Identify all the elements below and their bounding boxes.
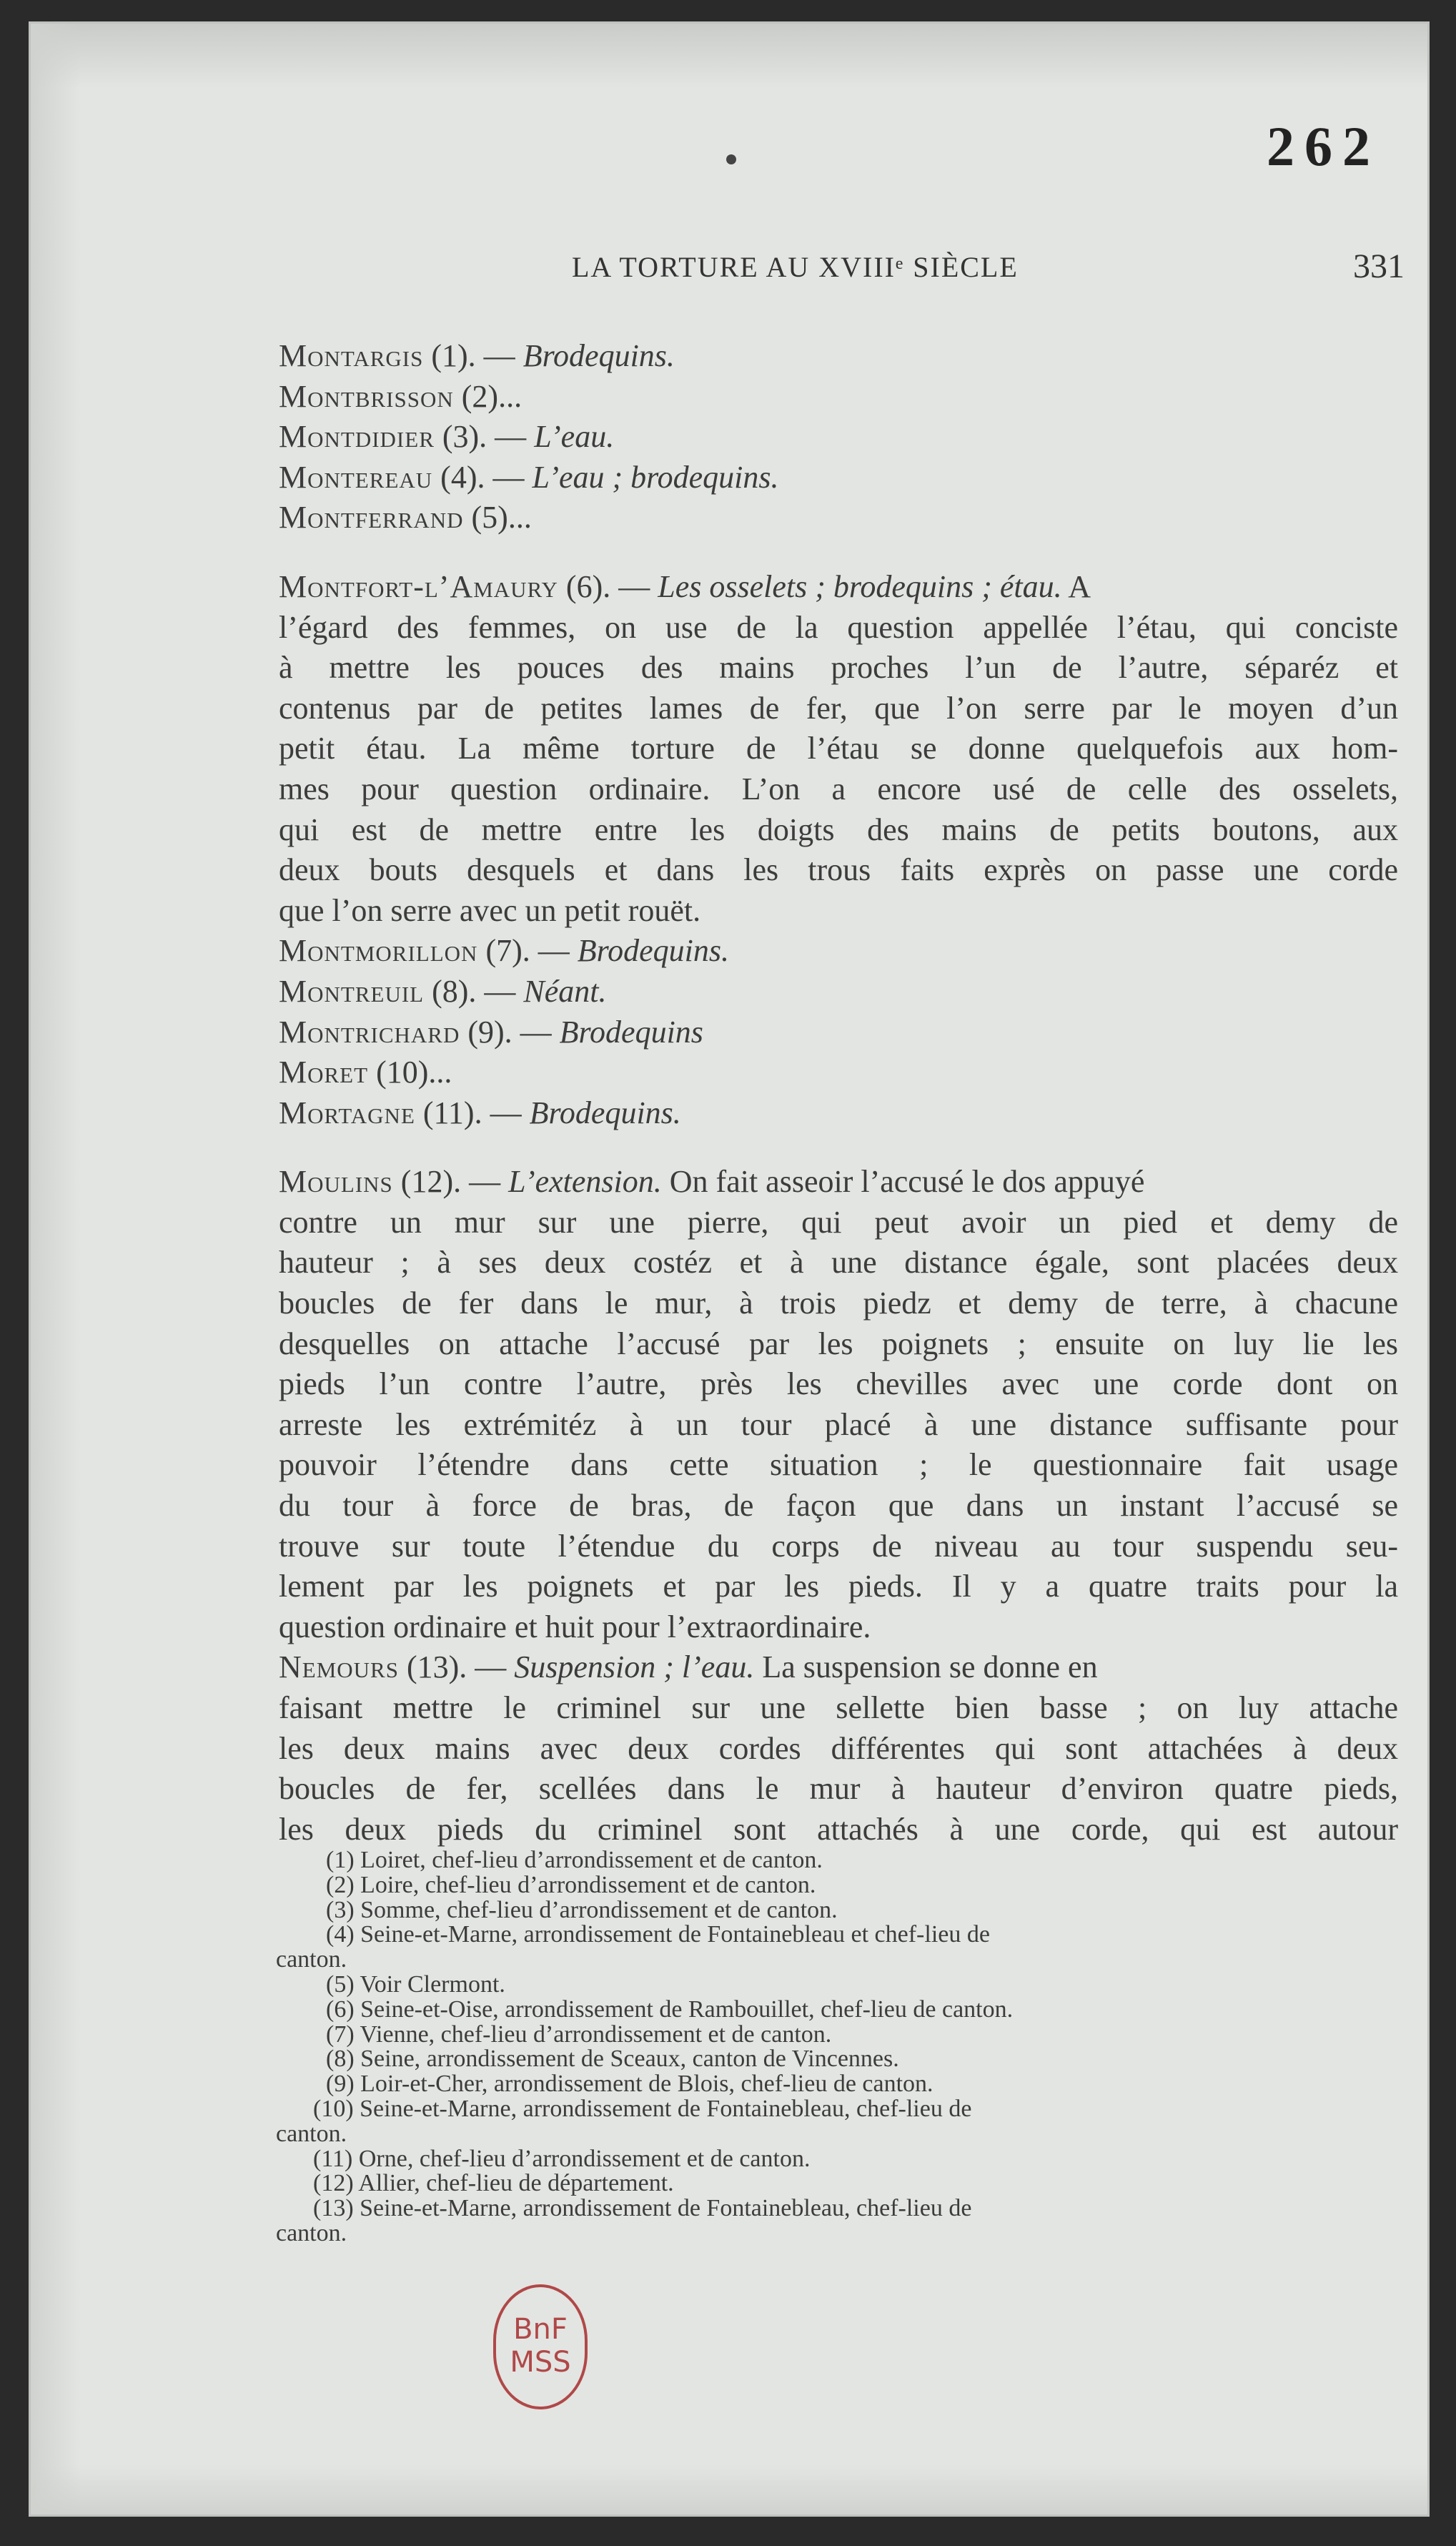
footnote-line: (4) Seine-et-Marne, arrondissement de Fontainebleau et chef-lieu de bbox=[326, 1921, 990, 1948]
footnotes bbox=[276, 1848, 1391, 2246]
footnote-line: canton. bbox=[276, 2219, 347, 2246]
paragraph-line: contre un mur sur une pierre, qui peut avoir un pied et demy de bbox=[279, 1204, 1398, 1240]
footnote-line: (1) Loiret, chef-lieu d’arrondissement et de canton. bbox=[326, 1847, 823, 1873]
paragraph-line: pouvoir l’étendre dans cette situation ; le questionnaire fait usage bbox=[279, 1447, 1398, 1483]
paragraph-line: qui est de mettre entre les doigts des mains de petits boutons, aux bbox=[279, 811, 1398, 847]
paragraph-gap bbox=[279, 538, 1398, 567]
footnote-line: (10) Seine-et-Marne, arrondissement de Fontainebleau, chef-lieu de bbox=[313, 2095, 972, 2122]
paragraph-line: desquelles on attache l’accusé par les poignets ; ensuite on luy lie les bbox=[279, 1326, 1398, 1361]
entry-line: Montrichard (9). — Brodequins bbox=[279, 1014, 703, 1050]
entry-line: Montereau (4). — L’eau ; brodequins. bbox=[279, 459, 779, 495]
ink-dot bbox=[726, 154, 736, 164]
paragraph-line: trouve sur toute l’étendue du corps de niveau au tour suspendu seu- bbox=[279, 1528, 1398, 1564]
paragraph-line: du tour à force de bras, de façon que dans un instant l’accusé se bbox=[279, 1488, 1398, 1524]
paragraph-line: question ordinaire et huit pour l’extraordinaire. bbox=[279, 1609, 871, 1644]
paragraph-line: arreste les extrémitéz à un tour placé à une distance suffisante pour bbox=[279, 1406, 1398, 1442]
footnote-line: canton. bbox=[276, 2120, 347, 2147]
scan-edge-bottom bbox=[31, 2464, 1427, 2515]
paragraph-line: mes pour question ordinaire. L’on a encore usé de celle des osselets, bbox=[279, 771, 1398, 806]
footnote-line: (11) Orne, chef-lieu d’arrondissement et de canton. bbox=[313, 2145, 811, 2172]
footnote-line: (8) Seine, arrondissement de Sceaux, canton de Vincennes. bbox=[326, 2046, 899, 2073]
paragraph-line: Montfort-l’Amaury (6). — Les osselets ; brodequins ; étau. A bbox=[279, 568, 1091, 604]
folio-number: 262 bbox=[1267, 115, 1380, 177]
svg-text:BnF: BnF bbox=[513, 2313, 568, 2346]
footnote-line: (13) Seine-et-Marne, arrondissement de Fontainebleau, chef-lieu de bbox=[313, 2195, 972, 2222]
entry-line: Moret (10)... bbox=[279, 1055, 452, 1090]
page-number: 331 bbox=[1353, 247, 1405, 285]
paragraph-line: les deux pieds du criminel sont attachés à une corde, qui est autour bbox=[279, 1811, 1398, 1847]
paragraph-line: les deux mains avec deux cordes différentes qui sont attachées à deux bbox=[279, 1730, 1398, 1766]
paragraph-line: faisant mettre le criminel sur une sellette bien basse ; on luy attache bbox=[279, 1690, 1398, 1725]
paragraph-line: petit étau. La même torture de l’étau se donne quelquefois aux hom- bbox=[279, 731, 1398, 766]
entry-line: Montargis (1). — Brodequins. bbox=[279, 338, 675, 373]
running-head: LA TORTURE AU XVIIIᵉ SIÈCLE bbox=[572, 251, 1019, 283]
paragraph-line: hauteur ; à ses deux costéz et à une distance égale, sont placées deux bbox=[279, 1245, 1398, 1281]
paragraph-line: deux bouts desquels et dans les trous faits exprès on passe une corde bbox=[279, 852, 1398, 888]
footnote-line: (6) Seine-et-Oise, arrondissement de Rambouillet, chef-lieu de canton. bbox=[326, 1995, 1014, 2023]
paragraph-line: contenus par de petites lames de fer, que l’on serre par le moyen d’un bbox=[279, 690, 1398, 726]
paragraph-line: que l’on serre avec un petit rouët. bbox=[279, 892, 701, 928]
paragraph-line: Nemours (13). — Suspension ; l’eau. La suspension se donne en bbox=[279, 1649, 1098, 1685]
svg-text:MSS: MSS bbox=[510, 2346, 571, 2379]
bnf-mss-stamp bbox=[493, 2284, 588, 2409]
entry-line: Montreuil (8). — Néant. bbox=[279, 973, 607, 1009]
paragraph-line: boucles de fer dans le mur, à trois piedz et demy de terre, à chacune bbox=[279, 1286, 1398, 1321]
footnote-line: canton. bbox=[276, 1946, 347, 1973]
scan-edge-left bbox=[31, 24, 81, 2515]
entry-line: Montmorillon (7). — Brodequins. bbox=[279, 933, 729, 969]
paragraph-line: boucles de fer, scellées dans le mur à hauteur d’environ quatre pieds, bbox=[279, 1771, 1398, 1807]
footnote-line: (12) Allier, chef-lieu de département. bbox=[313, 2170, 674, 2197]
entry-line: Montdidier (3). — L’eau. bbox=[279, 419, 615, 455]
footnote-line: (7) Vienne, chef-lieu d’arrondissement et de canton. bbox=[326, 2020, 832, 2048]
footnote-line: (3) Somme, chef-lieu d’arrondissement et de canton. bbox=[326, 1896, 838, 1923]
paragraph-line: pieds l’un contre l’autre, près les chevilles avec une corde dont on bbox=[279, 1366, 1398, 1402]
scan-edge-top bbox=[31, 24, 1427, 88]
paragraph-line: à mettre les pouces des mains proches l’un de l’autre, séparéz et bbox=[279, 650, 1398, 686]
paragraph-line: Moulins (12). — L’extension. On fait asseoir l’accusé le dos appuyé bbox=[279, 1164, 1145, 1200]
footnote-line: (5) Voir Clermont. bbox=[326, 1970, 505, 1998]
paragraph-gap bbox=[279, 1133, 1398, 1162]
footnote-line: (2) Loire, chef-lieu d’arrondissement et de canton. bbox=[326, 1871, 816, 1898]
entry-line: Montferrand (5)... bbox=[279, 500, 532, 536]
entry-line: Mortagne (11). — Brodequins. bbox=[279, 1095, 681, 1130]
body-text bbox=[279, 336, 1398, 1850]
paragraph-line: lement par les poignets et par les pieds. Il y a quatre traits pour la bbox=[279, 1569, 1398, 1604]
entry-line: Montbrisson (2)... bbox=[279, 378, 523, 414]
footnote-line: (9) Loir-et-Cher, arrondissement de Blois, chef-lieu de canton. bbox=[326, 2071, 933, 2098]
paragraph-line: l’égard des femmes, on use de la question appellée l’étau, qui conciste bbox=[279, 609, 1398, 645]
